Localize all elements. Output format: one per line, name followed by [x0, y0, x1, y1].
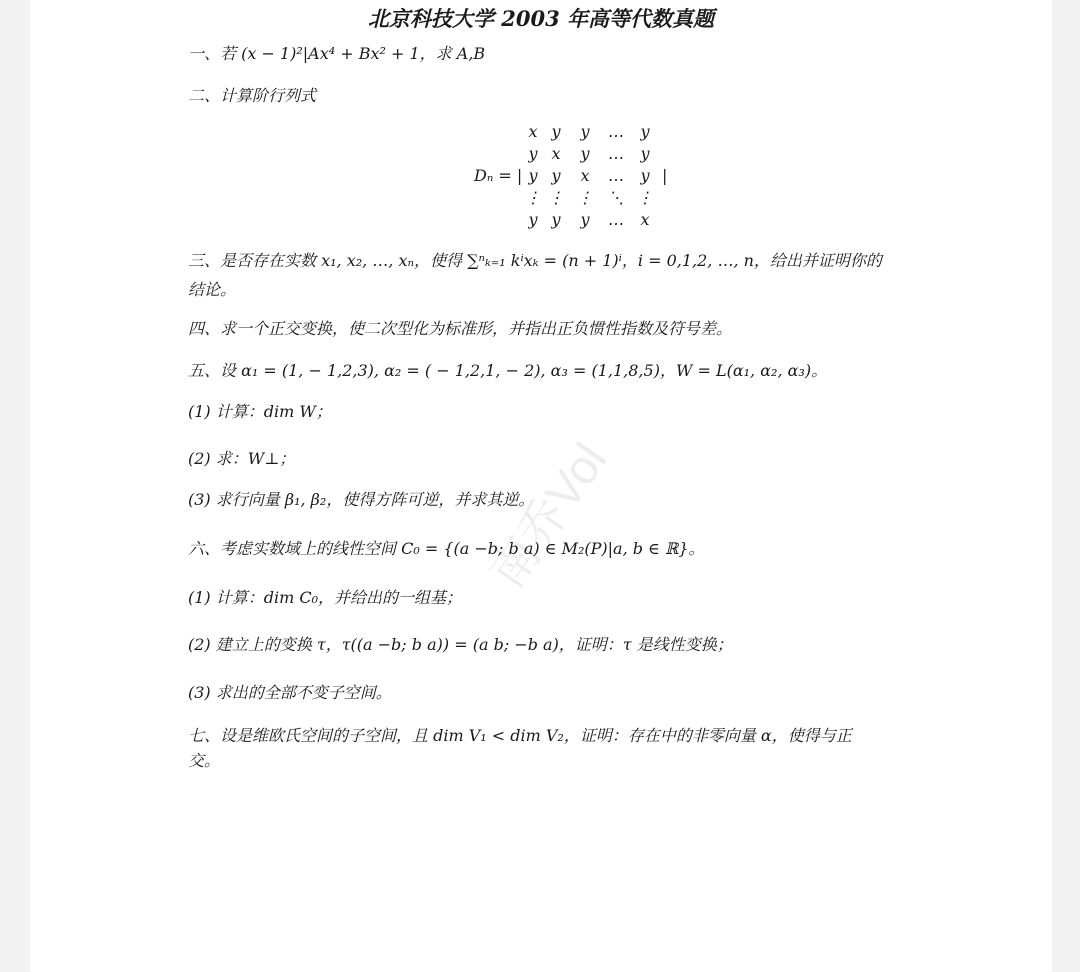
determinant-entry: … [608, 166, 624, 185]
question-5-part-2: (2) 求：W⊥； [188, 449, 296, 468]
determinant-entry: x [528, 122, 538, 141]
determinant-entry: y [640, 144, 650, 163]
determinant-entry: y [580, 144, 590, 163]
question-5: 五、设 α₁ = (1, − 1,2,3), α₂ = ( − 1,2,1, − 2), α₃ = (1,1,8,5)，W = L(α₁, α₂, α₃)。 [188, 361, 828, 380]
determinant-label: Dₙ = | [474, 166, 523, 185]
determinant-entry: y [528, 166, 538, 185]
determinant-entry: ⋮ [577, 188, 593, 207]
question-2: 二、计算阶行列式 [188, 86, 317, 105]
determinant-entry: y [580, 210, 590, 229]
question-1: 一、若 (x − 1)²|Ax⁴ + Bx² + 1，求 A,B [188, 44, 486, 63]
question-6-part-3: (3) 求出的全部不变子空间。 [188, 683, 392, 702]
question-7-line-1: 七、设是维欧氏空间的子空间，且 dim V₁ < dim V₂，证明：存在中的非零向量 α，使得与正 [188, 726, 852, 745]
determinant-entry: y [551, 166, 561, 185]
question-4: 四、求一个正交变换，使二次型化为标准形，并指出正负惯性指数及符号差。 [188, 319, 733, 338]
determinant-entry: x [640, 210, 650, 229]
determinant-bar: | [662, 166, 668, 185]
determinant-entry: ⋮ [525, 188, 541, 207]
determinant-entry: y [551, 122, 561, 141]
determinant-entry: ⋮ [548, 188, 564, 207]
determinant-entry: ⋮ [637, 188, 653, 207]
determinant-entry: y [640, 122, 650, 141]
determinant-entry: x [580, 166, 590, 185]
question-6: 六、考虑实数域上的线性空间 C₀ = {(a −b; b a) ∈ M₂(P)|a, b ∈ ℝ}。 [188, 539, 705, 558]
determinant-entry: y [640, 166, 650, 185]
determinant-entry: y [551, 210, 561, 229]
page-title: 北京科技大学 2003 年高等代数真题 [367, 6, 715, 31]
determinant-entry: x [551, 144, 561, 163]
determinant-entry: y [580, 122, 590, 141]
exam-paper [30, 0, 1052, 972]
determinant-entry: … [608, 122, 624, 141]
question-3-line-2: 结论。 [188, 280, 237, 299]
determinant-entry: y [528, 144, 538, 163]
question-6-part-1: (1) 计算：dim C₀，并给出的一组基； [188, 588, 463, 607]
determinant-entry: … [608, 144, 624, 163]
determinant-entry: y [528, 210, 538, 229]
determinant-matrix [524, 121, 658, 231]
question-5-part-1: (1) 计算：dim W； [188, 402, 332, 421]
question-3-line-1: 三、是否存在实数 x₁, x₂, …, xₙ，使得 ∑ⁿₖ₌₁ kⁱxₖ = (n + 1)ⁱ，i = 0,1,2, …, n，给出并证明你的 [188, 251, 882, 270]
question-5-part-3: (3) 求行向量 β₁, β₂，使得方阵可逆，并求其逆。 [188, 490, 535, 509]
question-7-line-2: 交。 [188, 751, 221, 770]
determinant-entry: … [608, 210, 624, 229]
determinant-entry: ⋱ [608, 188, 624, 207]
question-6-part-2: (2) 建立上的变换 τ，τ((a −b; b a)) = (a b; −b a)，证明：τ 是线性变换； [188, 635, 733, 654]
watermark: 南乔Vol [480, 434, 618, 598]
